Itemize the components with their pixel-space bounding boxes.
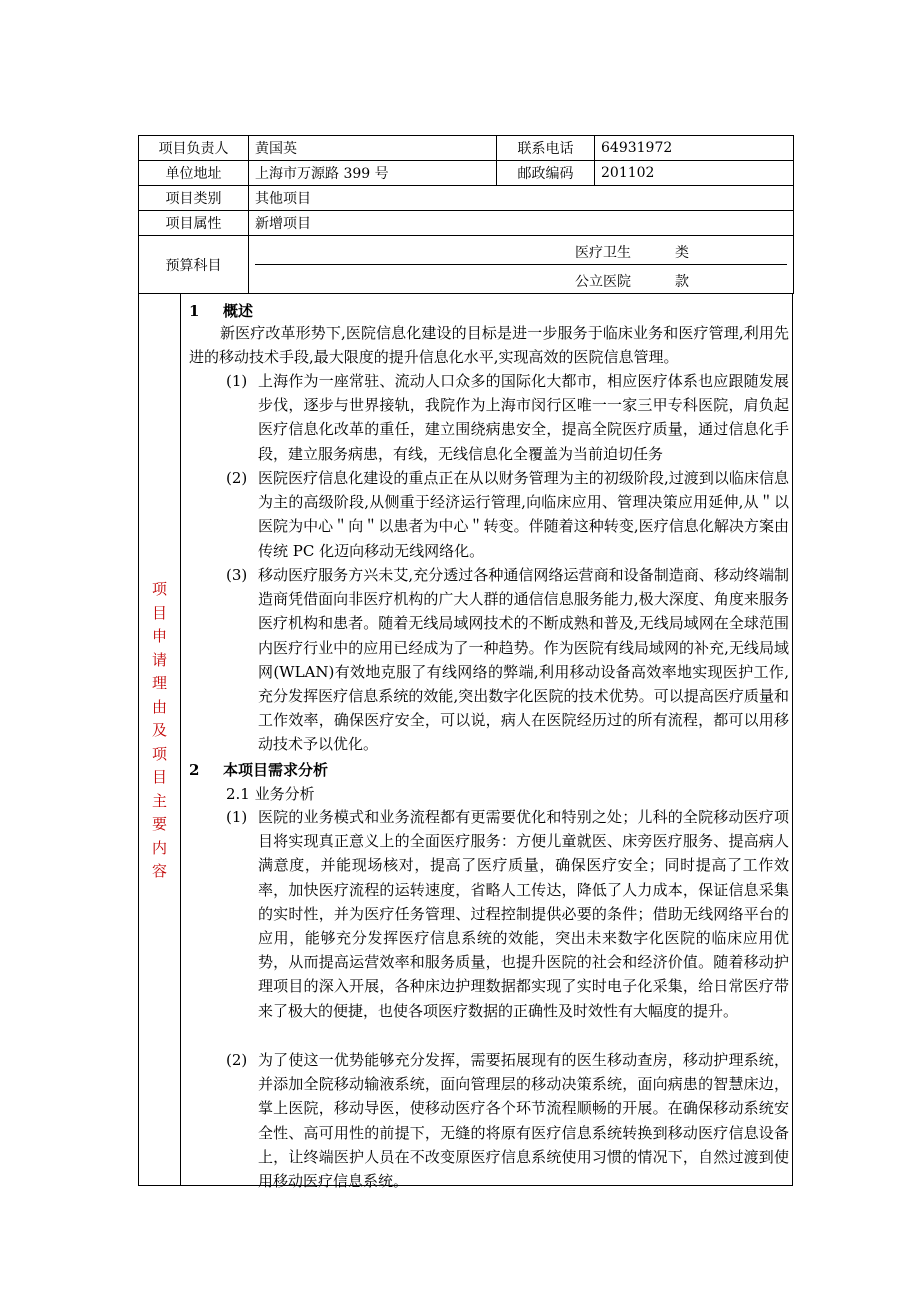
intro-paragraph: 新医疗改革形势下,医院信息化建设的目标是进一步服务于临床业务和医疗管理,利用先进的移动技术手段,最大限度的提升信息化水平,实现高效的医院信息管理。 bbox=[189, 324, 789, 367]
section-title: 概述 bbox=[223, 302, 254, 320]
budget-line bbox=[255, 264, 787, 293]
project-info-table bbox=[138, 135, 794, 294]
category-value: 其他项目 bbox=[249, 186, 794, 211]
side-label-char: 及 bbox=[151, 721, 167, 739]
budget-name: 公立医院 bbox=[575, 274, 631, 290]
budget-name: 医疗卫生 bbox=[575, 245, 631, 261]
side-label-char: 理 bbox=[151, 674, 167, 692]
section-title: 本项目需求分析 bbox=[223, 761, 329, 779]
list-item-text: 移动医疗服务方兴未艾,充分透过各种通信网络运营商和设备制造商、移动终端制造商凭借面向非医疗机构的广大人群的通信信息服务能力,极大深度、角度来服务医疗机构和患者。随着无线局域网技术的不断成熟和普及,无线局域网在全球范围内医疗行业中的应用已经成为了一种趋势。作为医院有线局域网的补充,无线局域网(WLAN)有效地克服了有线网络的弊端,利用移动设备高效率地实现医护工作,充分发挥医疗信息系统的效能,突出数字化医院的技术优势。可以提高医疗质量和工作效率，确保医疗安全，可以说，病人在医院经历过的所有流程，都可以用移动技术予以优化。 bbox=[258, 566, 789, 754]
budget-cell bbox=[249, 236, 794, 294]
category-label: 项目类别 bbox=[139, 186, 249, 211]
attribute-row bbox=[139, 211, 794, 236]
section-heading bbox=[189, 300, 253, 321]
category-row bbox=[139, 186, 794, 211]
phone-value: 64931972 bbox=[595, 136, 794, 161]
side-label-char: 由 bbox=[151, 697, 167, 716]
budget-label: 预算科目 bbox=[139, 236, 249, 294]
address-label: 单位地址 bbox=[139, 161, 249, 186]
leader-row bbox=[139, 136, 794, 161]
list-item-text: 医院医疗信息化建设的重点正在从以财务管理为主的初级阶段,过渡到以临床信息为主的高级阶段,从侧重于经济运行管理,向临床应用、管理决策应用延伸,从＂以医院为中心＂向＂以患者为中心＂转变。伴随着这种转变,医疗信息化解决方案由传统 PC 化迈向移动无线网络化。 bbox=[258, 469, 789, 560]
list-number: (2) bbox=[226, 469, 248, 487]
leader-label: 项目负责人 bbox=[139, 136, 249, 161]
side-label-char: 内 bbox=[151, 838, 167, 857]
phone-label: 联系电话 bbox=[497, 136, 595, 161]
address-row bbox=[139, 161, 794, 186]
side-label-char: 请 bbox=[151, 650, 167, 669]
section-number: 2 bbox=[189, 761, 200, 779]
list-item-text: 上海作为一座常驻、流动人口众多的国际化大都市，相应医疗体系也应跟随发展步伐，逐步与世界接轨，我院作为上海市闵行区唯一一家三甲专科医院，肩负起医疗信息化改革的重任，建立围绕病患安全，提高全院医疗质量，通过信息化手段，建立服务病患，有线，无线信息化全覆盖为当前迫切任务 bbox=[258, 372, 789, 463]
attribute-value: 新增项目 bbox=[249, 211, 794, 236]
section-heading bbox=[189, 759, 328, 780]
section-number: 1 bbox=[189, 302, 200, 320]
postcode-label: 邮政编码 bbox=[497, 161, 595, 186]
budget-row bbox=[139, 236, 794, 294]
list-number: (2) bbox=[226, 1051, 248, 1069]
budget-line bbox=[255, 236, 787, 264]
leader-value: 黄国英 bbox=[249, 136, 497, 161]
list-item-text: 医院的业务模式和业务流程都有更需要优化和特别之处；儿科的全院移动医疗项目将实现真正意义上的全面医疗服务：方便儿童就医、床旁医疗服务、提高病人满意度，并能现场核对，提高了医疗质量，确保医疗安全；同时提高了工作效率，加快医疗流程的运转速度，省略人工传达，降低了人力成本，保证信息采集的实时性，并为医疗任务管理、过程控制提供必要的条件；借助无线网络平台的应用，能够充分发挥医疗信息系统的效能，突出未来数字化医院的临床应用优势，从而提高运营效率和服务质量，也提升医院的社会和经济价值。随着移动护理项目的深入开展，各种床边护理数据都实现了实时电子化采集，给日常医疗带来了极大的便捷，也使各项医疗数据的正确性及时效性有大幅度的提升。 bbox=[258, 808, 789, 1020]
side-label-char: 主 bbox=[151, 791, 167, 810]
side-label-char: 申 bbox=[151, 627, 167, 645]
side-label-char: 项 bbox=[151, 744, 167, 763]
postcode-value: 201102 bbox=[595, 161, 794, 186]
address-value: 上海市万源路 399 号 bbox=[249, 161, 497, 186]
side-label bbox=[139, 578, 180, 884]
side-label-char: 项 bbox=[151, 580, 167, 598]
side-label-column bbox=[139, 294, 181, 1185]
list-number: (3) bbox=[226, 566, 248, 584]
budget-unit: 类 bbox=[675, 245, 689, 261]
budget-unit: 款 bbox=[675, 274, 689, 290]
list-item-text: 为了使这一优势能够充分发挥，需要拓展现有的医生移动查房，移动护理系统，并添加全院移动输液系统，面向管理层的移动决策系统，面向病患的智慧床边，掌上医院，移动导医，使移动医疗各个环节流程顺畅的开展。在确保移动系统安全性、高可用性的前提下，无缝的将原有医疗信息系统转换到移动医疗信息设备上，让终端医护人员在不改变原医疗信息系统使用习惯的情况下，自然过渡到使用移动医疗信息系统。 bbox=[258, 1051, 789, 1191]
side-label-char: 目 bbox=[151, 768, 167, 786]
side-label-char: 目 bbox=[151, 603, 167, 622]
side-label-char: 容 bbox=[151, 862, 167, 880]
attribute-label: 项目属性 bbox=[139, 211, 249, 236]
list-number: (1) bbox=[226, 808, 248, 826]
side-label-char: 要 bbox=[151, 815, 167, 833]
list-number: (1) bbox=[226, 372, 248, 390]
application-section bbox=[138, 294, 793, 1191]
subsection-title: 2.1 业务分析 bbox=[226, 785, 315, 803]
